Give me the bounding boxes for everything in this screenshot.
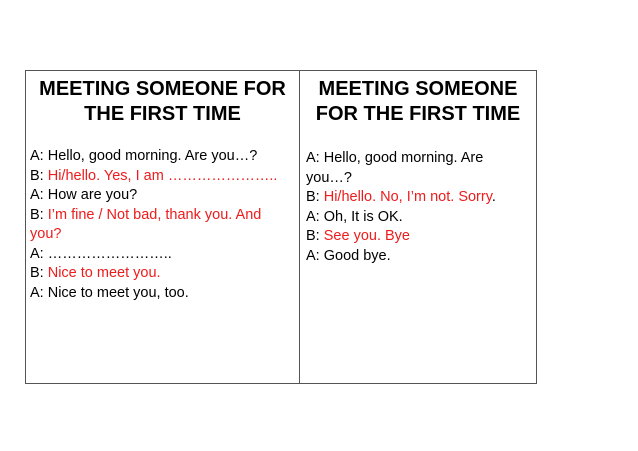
dialogue-line bbox=[30, 245, 295, 265]
dialogue-line bbox=[30, 147, 295, 167]
dialogue-line bbox=[30, 206, 295, 245]
dialogue-text: Good bye. bbox=[323, 247, 391, 264]
dialogue-text-answer: Hi/hello. Yes, I am ………………….. bbox=[47, 167, 278, 184]
dialogue-line bbox=[30, 167, 295, 187]
right-dialogue bbox=[300, 127, 536, 266]
right-dialogue-cell bbox=[300, 71, 536, 383]
speaker-label: B: bbox=[30, 167, 44, 184]
dialogue-line bbox=[30, 284, 295, 304]
speaker-label: A: bbox=[306, 208, 320, 225]
speaker-label: A: bbox=[30, 187, 44, 203]
dialogue-line bbox=[306, 149, 510, 188]
dialogue-text-answer: Nice to meet you. bbox=[47, 265, 161, 281]
speaker-label: A: bbox=[306, 150, 320, 166]
speaker-label: A: bbox=[30, 148, 44, 164]
speaker-label: A: bbox=[306, 247, 320, 264]
dialogue-text-answer: Hi/hello. No, I’m not. Sorry bbox=[323, 189, 492, 205]
dialogue-text: How are you? bbox=[47, 187, 138, 203]
speaker-label: A: bbox=[30, 245, 44, 262]
dialogue-line bbox=[30, 264, 295, 284]
dialogue-line bbox=[306, 188, 510, 208]
dialogue-text: Hello, good morning. Are you…? bbox=[306, 150, 484, 186]
dialogue-text: …………………….. bbox=[47, 245, 172, 262]
speaker-label: B: bbox=[306, 228, 320, 244]
left-dialogue bbox=[26, 127, 299, 303]
dialogue-text-answer: I’m fine / Not bad, thank you. And you? bbox=[30, 206, 262, 242]
speaker-label: A: bbox=[30, 284, 44, 301]
speaker-label: B: bbox=[306, 189, 320, 205]
dialogue-text: Oh, It is OK. bbox=[323, 208, 403, 225]
speaker-label: B: bbox=[30, 265, 44, 281]
dialogue-text-answer: See you. Bye bbox=[323, 228, 410, 244]
dialogue-text: Nice to meet you, too. bbox=[47, 284, 189, 301]
left-dialogue-cell bbox=[26, 71, 300, 383]
dialogue-punctuation: . bbox=[491, 189, 496, 205]
dialogue-table bbox=[25, 70, 537, 384]
dialogue-line bbox=[30, 186, 295, 206]
right-column-title: MEETING SOMEONE FOR THE FIRST TIME bbox=[315, 78, 521, 125]
left-column-title: MEETING SOMEONE FOR THE FIRST TIME bbox=[39, 78, 286, 125]
speaker-label: B: bbox=[30, 206, 44, 223]
dialogue-line bbox=[306, 247, 510, 267]
dialogue-line bbox=[306, 208, 510, 228]
dialogue-text: Hello, good morning. Are you…? bbox=[47, 148, 258, 164]
dialogue-line bbox=[306, 227, 510, 247]
